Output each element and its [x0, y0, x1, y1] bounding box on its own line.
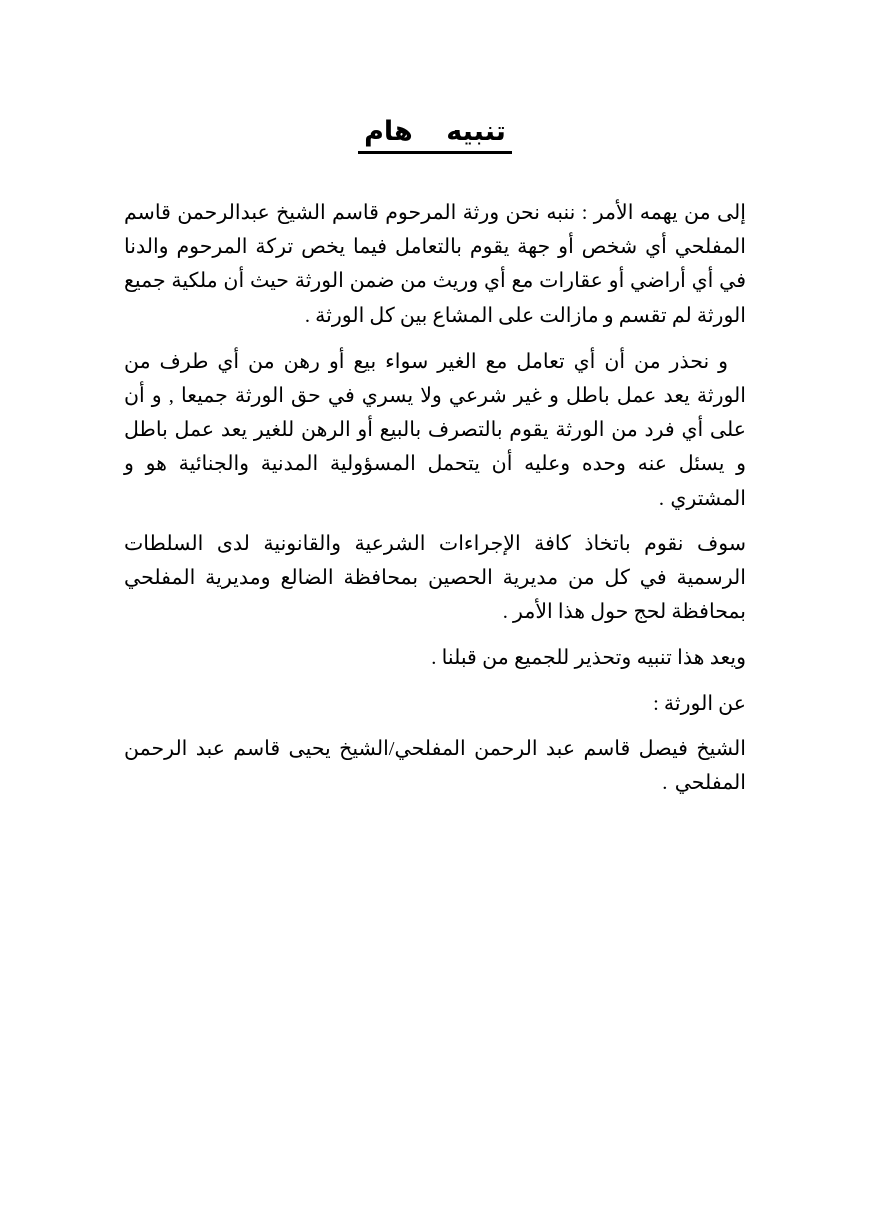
paragraph-warning: و نحذر من أن أي تعامل مع الغير سواء بيع أو رهن من أي طرف من الورثة يعد عمل باطل و غير شرعي ولا يسري في حق الورثة جميعا , و أن على أي فرد من الورثة يقوم بالتصرف بالبيع أو الرهن للغير يعد عمل باطل و يسئل عنه وحده وعليه أن يتحمل المسؤولية المدنية والجنائية هو و المشتري . [124, 350, 746, 510]
page-title-container [0, 96, 870, 172]
page-title: تنبيه هام [358, 114, 512, 154]
paragraph-closing-notice: ويعد هذا تنبيه وتحذير للجميع من قبلنا . [431, 647, 746, 670]
paragraph-legal-action: سوف نقوم باتخاذ كافة الإجراءات الشرعية والقانونية لدى السلطات الرسمية في كل من مديرية الحصين بمحافظة الضالع ومديرية المفلحي بمحافظة لحج حول هذا الأمر . [124, 532, 746, 624]
paragraph-signatory-names: الشيخ فيصل قاسم عبد الرحمن المفلحي/الشيخ يحيى قاسم عبد الرحمن المفلحي . [124, 737, 746, 795]
paragraph-signatory-label: عن الورثة : [653, 692, 746, 715]
paragraph-notice-intro: إلى من يهمه الأمر : ننبه نحن ورثة المرحوم قاسم الشيخ عبدالرحمن قاسم المفلحي أي شخص أو جهة يقوم بالتعامل فيما يخص تركة المرحوم والدنا في أي أراضي أو عقارات مع أي وريث من ضمن الورثة حيث أن ملكية جميع الورثة لم تقسم و مازالت على المشاع بين كل الورثة . [124, 202, 746, 327]
document-body [124, 196, 746, 800]
